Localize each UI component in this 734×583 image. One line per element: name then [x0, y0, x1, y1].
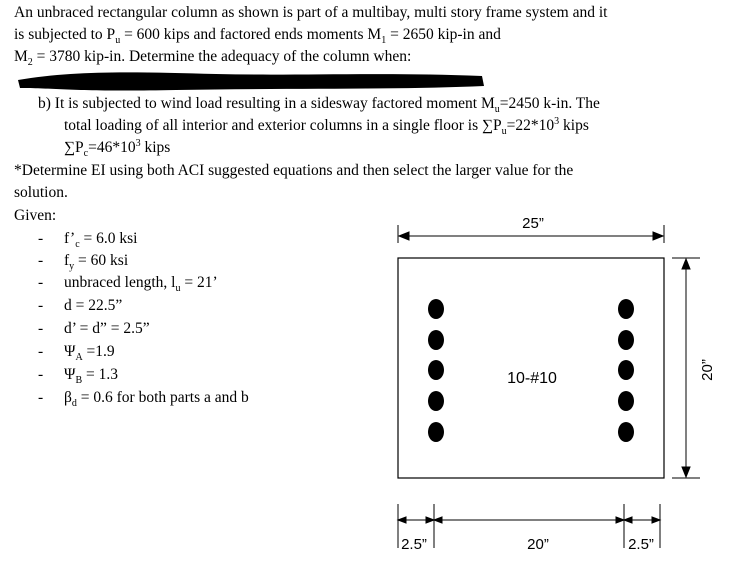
given-item: - unbraced length, $l_u = 21$’	[38, 274, 218, 295]
given-item: - $\Psi_B = 1.3$	[38, 366, 118, 387]
rebar-right	[618, 391, 634, 411]
given-item: - $f’_c = 6.0$ ksi	[38, 230, 138, 251]
intro-line-3: $M_2 = 3780$ kip-in. Determine the adequacy of the column when:	[14, 48, 412, 69]
rebar-left	[428, 422, 444, 442]
intro-line-1: An unbraced rectangular column as shown is part of a multibay, multi story frame system and it	[14, 4, 608, 21]
given-item: - d’ = d” = 2.5”	[38, 320, 150, 337]
given-item: - $\Psi_A =1.9$	[38, 343, 115, 364]
part-b-line-2: total loading of all interior and exterior columns in a single floor is $\sum P_u=22*10^3$ kips	[64, 115, 589, 138]
height-label: 20”	[699, 359, 716, 381]
given-label: Given:	[14, 207, 57, 224]
bottom-right-label: 2.5”	[628, 536, 654, 553]
part-b-line-1: b) It is subjected to wind load resulting in a sidesway factored moment $M_u=2450$ k-in. The	[38, 95, 600, 116]
note-line-1: *Determine EI using both ACI suggested equations and then select the larger value for the	[14, 162, 574, 179]
given-item: - $f_y = 60$ ksi	[38, 252, 129, 273]
note-line-2: solution.	[14, 184, 68, 201]
rebar-left	[428, 330, 444, 350]
rebar-label: 10-#10	[507, 370, 557, 387]
rebar-left	[428, 299, 444, 319]
width-label: 25”	[522, 215, 544, 232]
rebar-left	[428, 360, 444, 380]
bottom-left-label: 2.5”	[401, 536, 427, 553]
rebar-left	[428, 391, 444, 411]
rebar-right	[618, 330, 634, 350]
intro-line-2: is subjected to $P_u = 600$ kips and factored ends moments $M_1 = 2650$ kip-in and	[14, 26, 501, 47]
rebar-right	[618, 299, 634, 319]
part-b-line-3: $\sum P_c=46*10^3$ kips	[64, 137, 171, 160]
rebar-right	[618, 360, 634, 380]
bottom-mid-label: 20”	[527, 536, 549, 553]
rebar-right	[618, 422, 634, 442]
given-item: - $\beta_d = 0.6$ for both parts a and b	[38, 389, 249, 410]
given-item: - d = 22.5”	[38, 297, 123, 314]
height-dimension	[672, 258, 700, 478]
